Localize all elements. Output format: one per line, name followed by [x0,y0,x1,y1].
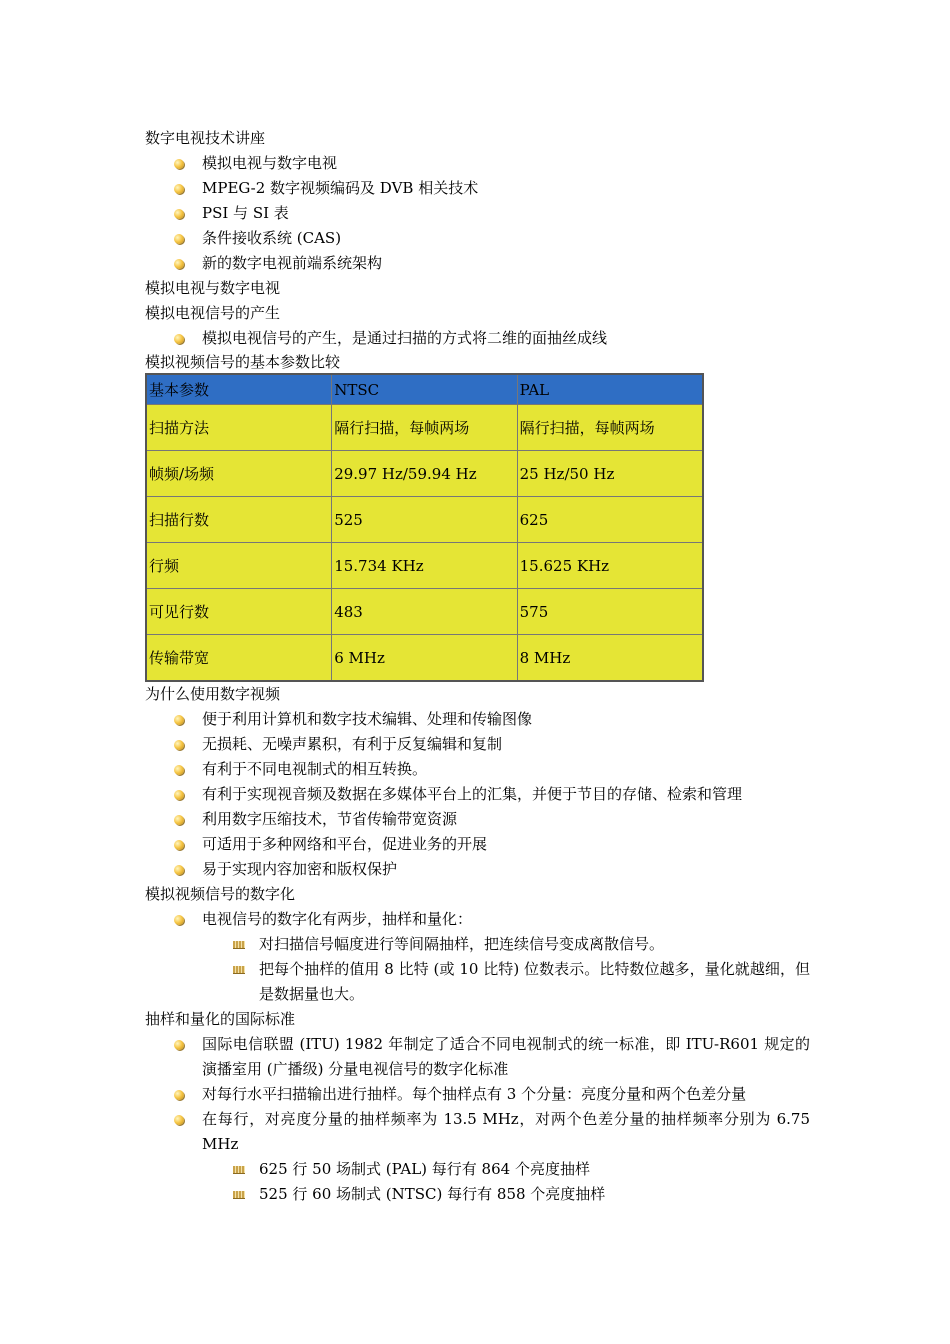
list-item: 无损耗、无噪声累积，有利于反复编辑和复制 [145,732,810,757]
table-header-cell: 基本参数 [146,374,332,405]
toc-item: MPEG-2 数字视频编码及 DVB 相关技术 [145,176,810,201]
round-bullet-icon [174,1040,184,1050]
dash-bullet-icon [233,966,245,974]
section-heading: 模拟电视与数字电视 [145,279,281,297]
table-row [146,589,703,635]
table-cell: 可见行数 [146,589,332,635]
table-row [146,405,703,451]
round-bullet-icon [174,1090,184,1100]
sub-list-item: 对扫描信号幅度进行等间隔抽样，把连续信号变成离散信号。 [145,932,810,957]
list-item: 利用数字压缩技术，节省传输带宽资源 [145,807,810,832]
table-cell: 隔行扫描，每帧两场 [332,405,517,451]
table-header-row [146,374,703,405]
table-cell: 15.625 KHz [517,543,703,589]
table-cell: 扫描行数 [146,497,332,543]
list-item: 国际电信联盟 (ITU) 1982 年制定了适合不同电视制式的统一标准，即 ITU-R601 规定的演播室用 (广播级) 分量电视信号的数字化标准 [145,1032,810,1082]
table-row [146,543,703,589]
round-bullet-icon [174,765,184,775]
section-heading: 模拟电视信号的产生 [145,304,281,322]
sub-list-item: 625 行 50 场制式 (PAL) 每行有 864 个亮度抽样 [145,1157,810,1182]
round-bullet-icon [174,159,184,169]
dash-bullet-icon [233,1191,245,1199]
table-row [146,451,703,497]
round-bullet-icon [174,209,184,219]
dash-bullet-icon [233,1166,245,1174]
round-bullet-icon [174,790,184,800]
round-bullet-icon [174,234,184,244]
list-item: 在每行，对亮度分量的抽样频率为 13.5 MHz，对两个色差分量的抽样频率分别为 6.75 MHz [145,1107,810,1157]
round-bullet-icon [174,865,184,875]
list-item: 模拟电视信号的产生，是通过扫描的方式将二维的面抽丝成线 [145,326,810,351]
sub-list-item: 525 行 60 场制式 (NTSC) 每行有 858 个亮度抽样 [145,1182,810,1207]
toc-item: PSI 与 SI 表 [145,201,810,226]
table-cell: 隔行扫描，每帧两场 [517,405,703,451]
document-content [145,126,810,1207]
table-cell: 帧频/场频 [146,451,332,497]
round-bullet-icon [174,740,184,750]
table-cell: 扫描方法 [146,405,332,451]
list-item: 易于实现内容加密和版权保护 [145,857,810,882]
round-bullet-icon [174,259,184,269]
list-item: 有利于实现视音频及数据在多媒体平台上的汇集，并便于节目的存储、检索和管理 [145,782,810,807]
table-header-cell: PAL [517,374,703,405]
list-item: 有利于不同电视制式的相互转换。 [145,757,810,782]
list-item: 电视信号的数字化有两步，抽样和量化： [145,907,810,932]
round-bullet-icon [174,1115,184,1125]
section-heading: 模拟视频信号的数字化 [145,885,296,903]
table-row [146,497,703,543]
round-bullet-icon [174,334,184,344]
table-row [146,635,703,682]
list-item: 可适用于多种网络和平台，促进业务的开展 [145,832,810,857]
list-item: 便于利用计算机和数字技术编辑、处理和传输图像 [145,707,810,732]
table-cell: 25 Hz/50 Hz [517,451,703,497]
round-bullet-icon [174,715,184,725]
table-cell: 行频 [146,543,332,589]
table-cell: 625 [517,497,703,543]
table-cell: 575 [517,589,703,635]
toc-item: 新的数字电视前端系统架构 [145,251,810,276]
list-item: 对每行水平扫描输出进行抽样。每个抽样点有 3 个分量：亮度分量和两个色差分量 [145,1082,810,1107]
table-header-cell: NTSC [332,374,517,405]
toc-item: 条件接收系统 (CAS) [145,226,810,251]
round-bullet-icon [174,840,184,850]
table-cell: 传输带宽 [146,635,332,682]
toc-item: 模拟电视与数字电视 [145,151,810,176]
table-title: 模拟视频信号的基本参数比较 [145,353,341,371]
table-cell: 15.734 KHz [332,543,517,589]
round-bullet-icon [174,184,184,194]
dash-bullet-icon [233,941,245,949]
section-heading: 为什么使用数字视频 [145,685,281,703]
section-heading: 抽样和量化的国际标准 [145,1010,296,1028]
table-cell: 6 MHz [332,635,517,682]
round-bullet-icon [174,815,184,825]
parameter-table [145,373,704,682]
doc-title: 数字电视技术讲座 [145,129,266,147]
table-cell: 29.97 Hz/59.94 Hz [332,451,517,497]
round-bullet-icon [174,915,184,925]
table-cell: 525 [332,497,517,543]
table-cell: 8 MHz [517,635,703,682]
sub-list-item: 把每个抽样的值用 8 比特 (或 10 比特) 位数表示。比特数位越多，量化就越细，但是数据量也大。 [145,957,810,1007]
table-cell: 483 [332,589,517,635]
